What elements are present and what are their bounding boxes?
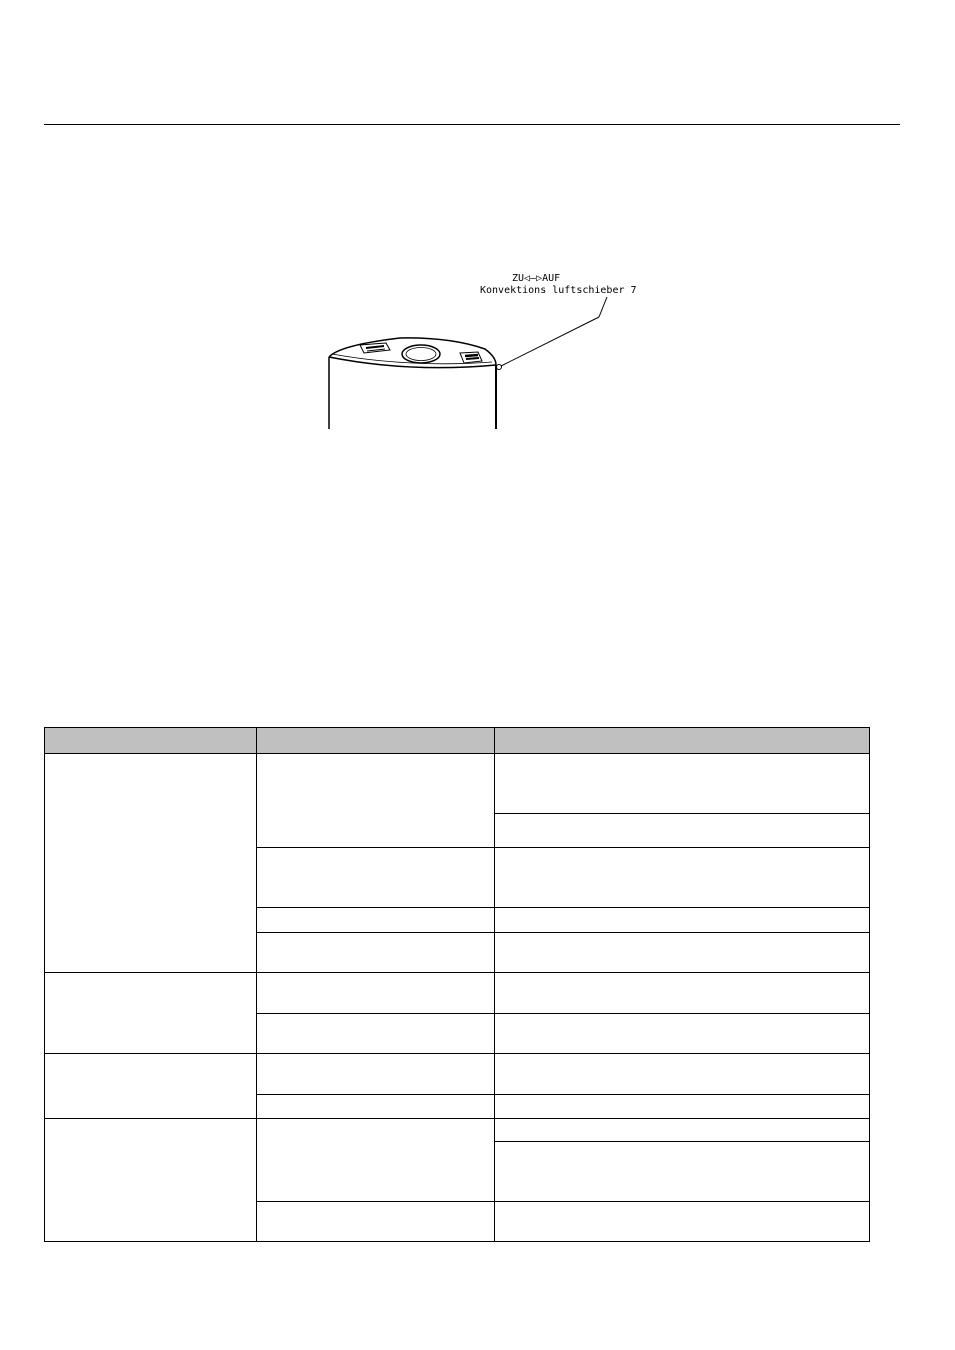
header-cell-cause xyxy=(257,728,495,754)
table-cell xyxy=(257,1054,495,1095)
table-cell xyxy=(495,814,870,848)
table-cell xyxy=(257,848,495,908)
table-cell xyxy=(257,1202,495,1242)
table-cell xyxy=(257,908,495,933)
table-row xyxy=(45,973,870,1014)
table-cell xyxy=(495,1095,870,1119)
table-cell xyxy=(45,1054,257,1119)
table-cell xyxy=(495,1142,870,1202)
table-header-row xyxy=(45,728,870,754)
table-row xyxy=(45,754,870,814)
table-cell xyxy=(257,1119,495,1202)
slider-direction-label: ZU◁—▷AUF xyxy=(512,273,561,284)
table-cell xyxy=(495,1202,870,1242)
table-row xyxy=(45,1119,870,1142)
right-handle-icon xyxy=(460,352,482,363)
table-cell xyxy=(257,1014,495,1054)
convection-slider-label: Konvektions luftschieber 7 xyxy=(480,285,637,296)
left-handle-icon xyxy=(360,343,390,353)
table-cell xyxy=(257,754,495,848)
table-cell xyxy=(495,1014,870,1054)
table-cell xyxy=(495,933,870,973)
table-row xyxy=(45,1054,870,1095)
table-cell xyxy=(45,1119,257,1242)
table-cell xyxy=(495,1054,870,1095)
header-cell-problem xyxy=(45,728,257,754)
table-cell xyxy=(495,908,870,933)
table-cell xyxy=(45,973,257,1054)
header-cell-remedy xyxy=(495,728,870,754)
table-cell xyxy=(257,973,495,1014)
table-cell xyxy=(495,1119,870,1142)
stove-top-figure xyxy=(320,265,637,435)
header-rule xyxy=(44,124,900,125)
table-cell xyxy=(45,754,257,973)
table-cell xyxy=(495,973,870,1014)
table-cell xyxy=(257,933,495,973)
table-cell xyxy=(495,848,870,908)
table-cell xyxy=(495,754,870,814)
troubleshooting-table xyxy=(44,727,870,1242)
table-cell xyxy=(257,1095,495,1119)
